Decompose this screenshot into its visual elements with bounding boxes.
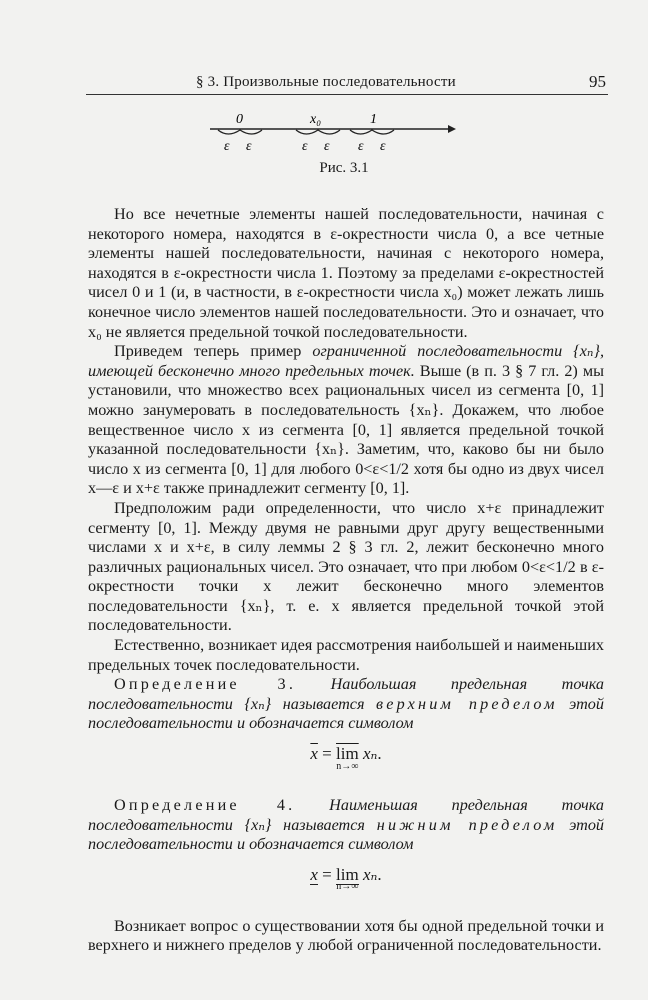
section-title: § 3. Произвольные последовательности [196,74,456,90]
paragraph [88,342,604,499]
definition-label: Определение 3. [114,675,297,694]
paragraph-text: Приведем теперь пример [114,342,313,361]
running-header [86,72,608,95]
paragraph: Естественно, возникает идея рассмотрения наибольшей и наименьших предельных точек последовательности. [88,636,604,674]
arrow-head-icon [448,125,456,133]
formula-rhs: xₙ [362,864,378,884]
definition-term: верхним пределом [376,694,558,713]
formula-subscript: n→∞ [336,760,359,772]
figure-3-1 [200,110,460,155]
eps-label: ε [380,139,386,154]
formula-eq: = [317,864,337,884]
neighborhood-1 [350,130,394,134]
eps-label: ε [324,139,330,154]
formula-end: . [377,744,382,764]
emphasis-text: ограниченной последовательности {xₙ}, имеющей бесконечно много предельных точек. [88,342,605,380]
formula-lhs: x [310,864,318,884]
definition-label: Определение 4. [114,796,296,815]
definition-term: нижним пределом [376,815,558,834]
definition-text: этой последовательности и обозначается символом [88,694,604,733]
body-text [88,205,604,956]
formula-operator: lim [336,864,359,884]
definition-text: этой последовательности и обозначается символом [88,815,605,854]
definition-text: Наибольшая предельная точка последовательности {xₙ} называется [88,675,604,713]
definition-3 [88,675,604,734]
paragraph: Возникает вопрос о существовании хотя бы одной предельной точки и верхнего и нижнего пределов у любой ограниченной последовательности. [88,916,604,955]
formula-limsup [88,744,604,788]
formula-operator: $\overline{lim}$ [336,744,359,764]
figure-caption: Рис. 3.1 [319,160,369,176]
page-number: 95 [589,72,606,91]
label-x0: x₀ [310,112,322,127]
formula-liminf [88,865,604,909]
eps-label: ε [246,139,252,154]
formula-lhs: $\overline{x}$ [310,744,318,764]
paragraph-text: Выше (в п. 3 § 7 гл. 2) мы установили, что множество всех рациональных чисел из сегмента [0, 1] можно занумеровать в последовательность {xₙ}. Докажем, что любое вещественное число x из сегмента [0, 1] является предельной точкой указанной последовательности {xₙ}. Заметим, что, каково бы ни было число x из сегмента [0, 1] для любого 0<ε<1/2 хотя бы одно из двух чисел x—ε и x+ε также принадлежит сегменту [0, 1]. [88,361,604,498]
definition-4 [88,796,604,855]
number-line-diagram [200,110,460,155]
definition-text: Наименьшая предельная точка последовательности {xₙ} называется [88,796,604,834]
formula-subscript: n→∞ [336,881,359,893]
eps-label: ε [358,139,364,154]
neighborhood-0 [218,130,262,134]
paragraph: Предположим ради определенности, что число x+ε принадлежит сегменту [0, 1]. Между двумя не равными друг другу вещественными числами x и x+ε, в силу леммы 2 § 3 гл. 2, лежит бесконечно много различных рациональных чисел. Это означает, что при любом 0<ε<1/2 в ε-окрестности точки x лежит бесконечно много элементов последовательности {xₙ}, т. е. x является предельной точкой этой последовательности. [88,498,604,635]
formula-end: . [377,864,382,884]
paragraph: Но все нечетные элементы нашей последовательности, начиная с некоторого номера, находятся в ε-окрестности числа 0, а все четные элементы нашей последовательности, начиная с некоторого номера, находятся в ε-окрестности числа 1. Поэтому за пределами ε-окрестностей чисел 0 и 1 (и, в частности, в ε-окрестности числа x₀) может лежать лишь конечное число элементов нашей последовательности. Это и означает, что x₀ не является предельной точкой последовательности. [88,205,604,341]
neighborhood-x0 [296,130,340,134]
formula-eq: = [317,744,337,764]
label-zero: 0 [236,112,243,127]
eps-label: ε [224,139,230,154]
label-one: 1 [370,112,377,127]
formula-rhs: xₙ [362,744,378,764]
eps-label: ε [302,139,308,154]
